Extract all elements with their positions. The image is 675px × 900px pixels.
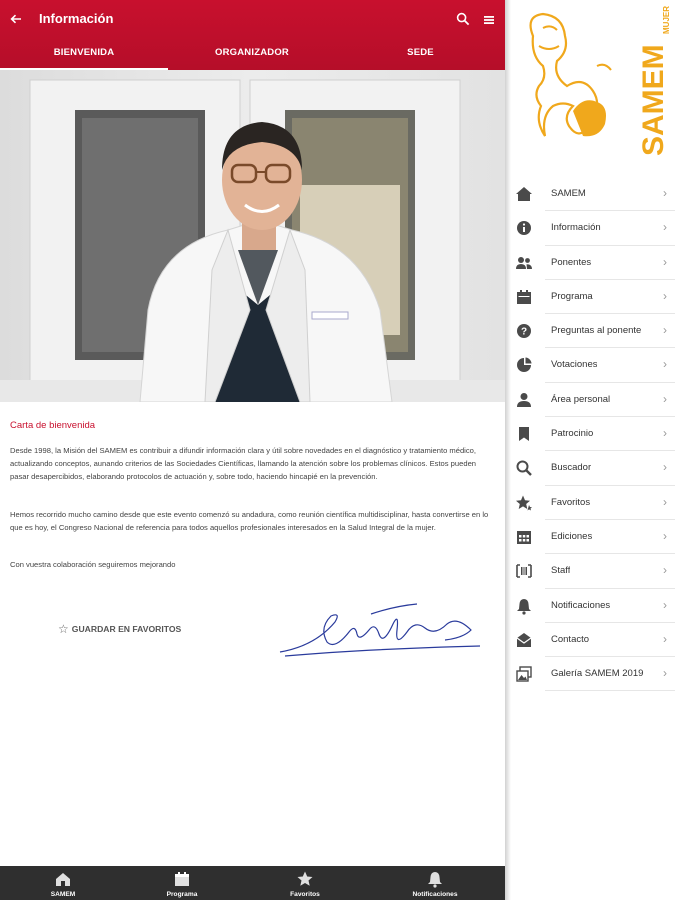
gallery-icon <box>515 665 533 683</box>
chevron-right-icon: › <box>663 460 667 475</box>
drawer-item-label: Información <box>551 222 601 234</box>
bottom-nav-label: Notificaciones <box>412 891 458 898</box>
drawer-item-informacion[interactable] <box>545 211 675 245</box>
drawer-item-label: Notificaciones <box>551 599 611 611</box>
bell-icon <box>515 597 533 615</box>
menu-icon <box>484 15 494 25</box>
doctor-portrait-image <box>0 70 505 402</box>
drawer-item-ponentes[interactable] <box>545 246 675 280</box>
letter-title: Carta de bienvenida <box>10 420 96 431</box>
drawer-item-label: Ponentes <box>551 256 592 268</box>
welcome-photo <box>0 70 505 402</box>
search-icon <box>456 12 470 26</box>
chevron-right-icon: › <box>663 494 667 509</box>
navigation-drawer <box>505 0 675 900</box>
drawer-item-staff[interactable] <box>545 554 675 588</box>
drawer-item-label: Contacto <box>551 633 590 645</box>
chevron-right-icon: › <box>663 563 667 578</box>
drawer-item-label: SAMEM <box>551 188 586 199</box>
drawer-item-label: Galería SAMEM 2019 <box>551 668 644 680</box>
drawer-item-programa[interactable] <box>545 280 675 314</box>
search-button[interactable] <box>456 10 472 28</box>
drawer-menu <box>505 177 675 691</box>
bottom-nav-programa[interactable] <box>119 866 245 900</box>
home-icon <box>515 185 533 203</box>
bottom-nav-label: Programa <box>166 891 198 898</box>
drawer-item-label: Buscador <box>551 462 592 474</box>
star-icon <box>296 870 314 888</box>
drawer-item-area-personal[interactable] <box>545 383 675 417</box>
letter-paragraph: Con vuestra colaboración seguiremos mejorando <box>10 560 176 569</box>
logo-wordmark: SAMEM <box>637 44 670 156</box>
drawer-item-favoritos[interactable] <box>545 486 675 520</box>
drawer-item-label: Patrocinio <box>551 428 594 440</box>
save-favorite-button[interactable] <box>58 622 181 636</box>
drawer-item-label: Votaciones <box>551 359 598 371</box>
tab-bar <box>0 40 505 70</box>
drawer-item-ediciones[interactable] <box>545 520 675 554</box>
app-bar <box>0 0 505 70</box>
drawer-item-label: Área personal <box>551 393 611 405</box>
calendar-icon <box>173 870 191 888</box>
person-icon <box>515 391 533 409</box>
drawer-item-preguntas[interactable] <box>520 314 675 348</box>
drawer-item-contacto[interactable] <box>545 623 675 657</box>
drawer-item-label: Staff <box>551 565 571 577</box>
signature-image <box>275 594 485 669</box>
drawer-item-patrocinio[interactable] <box>545 417 675 451</box>
menu-button[interactable] <box>484 12 496 26</box>
drawer-item-label: Programa <box>551 290 593 302</box>
bottom-nav-favoritos[interactable] <box>242 866 368 900</box>
calendar-grid-icon <box>515 528 533 546</box>
tab-bienvenida[interactable]: BIENVENIDA <box>53 47 115 58</box>
question-icon <box>515 322 533 340</box>
drawer-item-label: Preguntas al ponente <box>551 325 642 337</box>
arrow-left-icon <box>10 13 22 25</box>
info-icon <box>515 219 533 237</box>
letter-paragraph: Hemos recorrido mucho camino desde que este evento comenzó su andadura, como reunión científica multidisciplinar, hasta convertirse en lo que es hoy, el Congreso Nacional de referencia para todos aquellos profesionales interesados en la Salud Integral de la mujer. <box>10 510 489 532</box>
chevron-right-icon: › <box>663 254 667 269</box>
bottom-nav-label: SAMEM <box>50 891 76 898</box>
drawer-item-label: Favoritos <box>551 496 591 508</box>
drawer-item-buscador[interactable] <box>545 451 675 485</box>
tab-sede[interactable]: SEDE <box>407 47 434 58</box>
chevron-right-icon: › <box>663 597 667 612</box>
chevron-right-icon: › <box>663 288 667 303</box>
home-icon <box>54 870 72 888</box>
samem-mujer-logo <box>513 6 673 166</box>
save-favorite-label: GUARDAR EN FAVORITOS <box>71 624 182 634</box>
page-title: Información <box>39 11 114 26</box>
bookmark-icon <box>515 425 533 443</box>
drawer-item-notificaciones[interactable] <box>545 589 675 623</box>
drawer-item-label: Ediciones <box>551 530 593 542</box>
back-button[interactable] <box>8 10 24 28</box>
chevron-right-icon: › <box>663 357 667 372</box>
svg-text:?: ? <box>520 326 528 338</box>
people-icon <box>515 254 533 272</box>
bottom-nav-label: Favoritos <box>290 891 320 898</box>
drawer-item-votaciones[interactable] <box>545 348 675 382</box>
chevron-right-icon: › <box>663 426 667 441</box>
chevron-right-icon: › <box>663 220 667 235</box>
tab-organizador[interactable]: ORGANIZADOR <box>215 47 289 58</box>
star-outline-icon: ☆ <box>58 622 69 636</box>
chevron-right-icon: › <box>663 528 667 543</box>
bottom-nav-samem[interactable] <box>0 866 126 900</box>
calendar-icon <box>515 288 533 306</box>
bottom-nav <box>0 866 505 900</box>
chevron-right-icon: › <box>663 186 667 200</box>
search-icon <box>515 459 533 477</box>
chevron-right-icon: › <box>663 323 667 338</box>
chevron-right-icon: › <box>663 391 667 406</box>
drawer-item-galeria[interactable] <box>545 657 675 691</box>
letter-paragraph: Desde 1998, la Misión del SAMEM es contribuir a difundir información clara y útil sobre novedades en el diagnóstico y tratamiento médico, actualizando conceptos, aunando criterios de las Sociedades Científicas, llamando la atención sobre los problemas clínicos. Estos pueden pasar desapercibidos, elaborando protocolos de actuación y, sobre todo, haciendo hincapié en la prevención. <box>10 446 477 481</box>
drawer-item-samem[interactable] <box>545 177 675 211</box>
badge-icon <box>515 562 533 580</box>
mail-icon <box>515 631 533 649</box>
drawer-shadow <box>505 0 511 900</box>
bottom-nav-notificaciones[interactable] <box>372 866 498 900</box>
chevron-right-icon: › <box>663 666 667 681</box>
pie-chart-icon <box>515 356 533 374</box>
chevron-right-icon: › <box>663 631 667 646</box>
logo-subtitle: MUJER <box>662 6 671 34</box>
stars-icon <box>515 494 533 512</box>
bell-icon <box>426 870 444 888</box>
